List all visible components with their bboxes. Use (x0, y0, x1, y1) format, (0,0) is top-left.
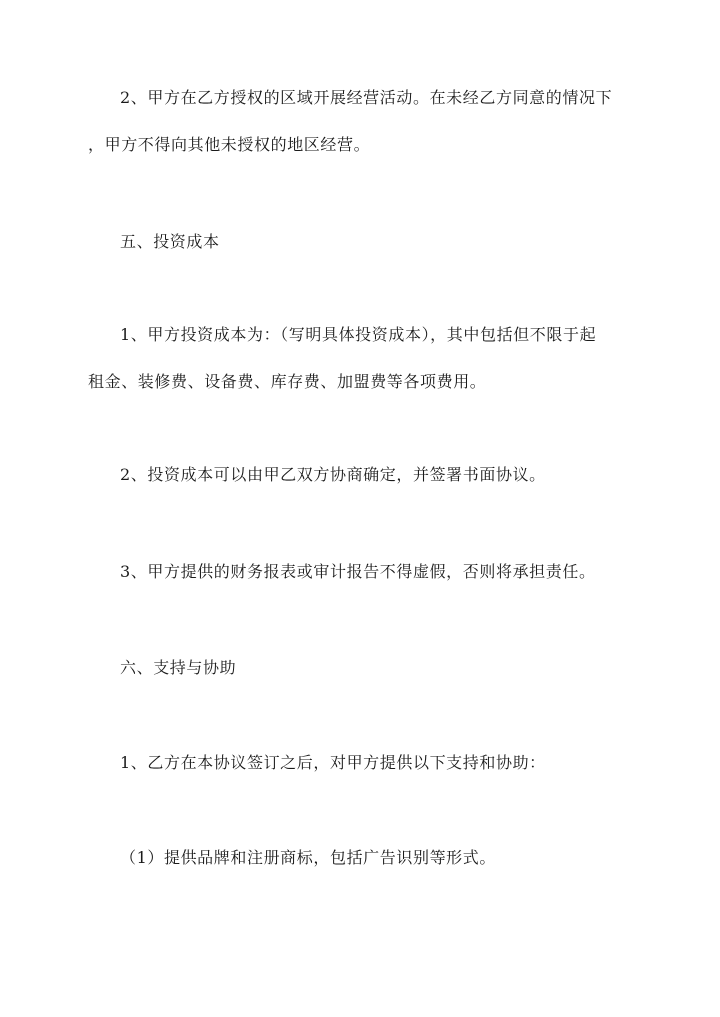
paragraph-line: 3、甲方提供的财务报表或审计报告不得虚假，否则将承担责任。 (120, 562, 596, 581)
section-heading: 六、支持与协助 (120, 658, 237, 677)
paragraph-line: 租金、装修费、设备费、库存费、加盟费等各项费用。 (88, 372, 487, 391)
paragraph-line: 2、投资成本可以由甲乙双方协商确定，并签署书面协议。 (120, 465, 546, 484)
section-heading: 五、投资成本 (120, 232, 220, 251)
paragraph-line: 1、乙方在本协议签订之后，对甲方提供以下支持和协助： (120, 753, 546, 772)
paragraph-line: 1、甲方投资成本为：（写明具体投资成本），其中包括但不限于起 (120, 325, 597, 344)
paragraph-line: （1）提供品牌和注册商标，包括广告识别等形式。 (120, 848, 496, 867)
paragraph-line: ，甲方不得向其他未授权的地区经营。 (88, 135, 371, 154)
paragraph-line: 2、甲方在乙方授权的区域开展经营活动。在未经乙方同意的情况下 (120, 88, 613, 107)
